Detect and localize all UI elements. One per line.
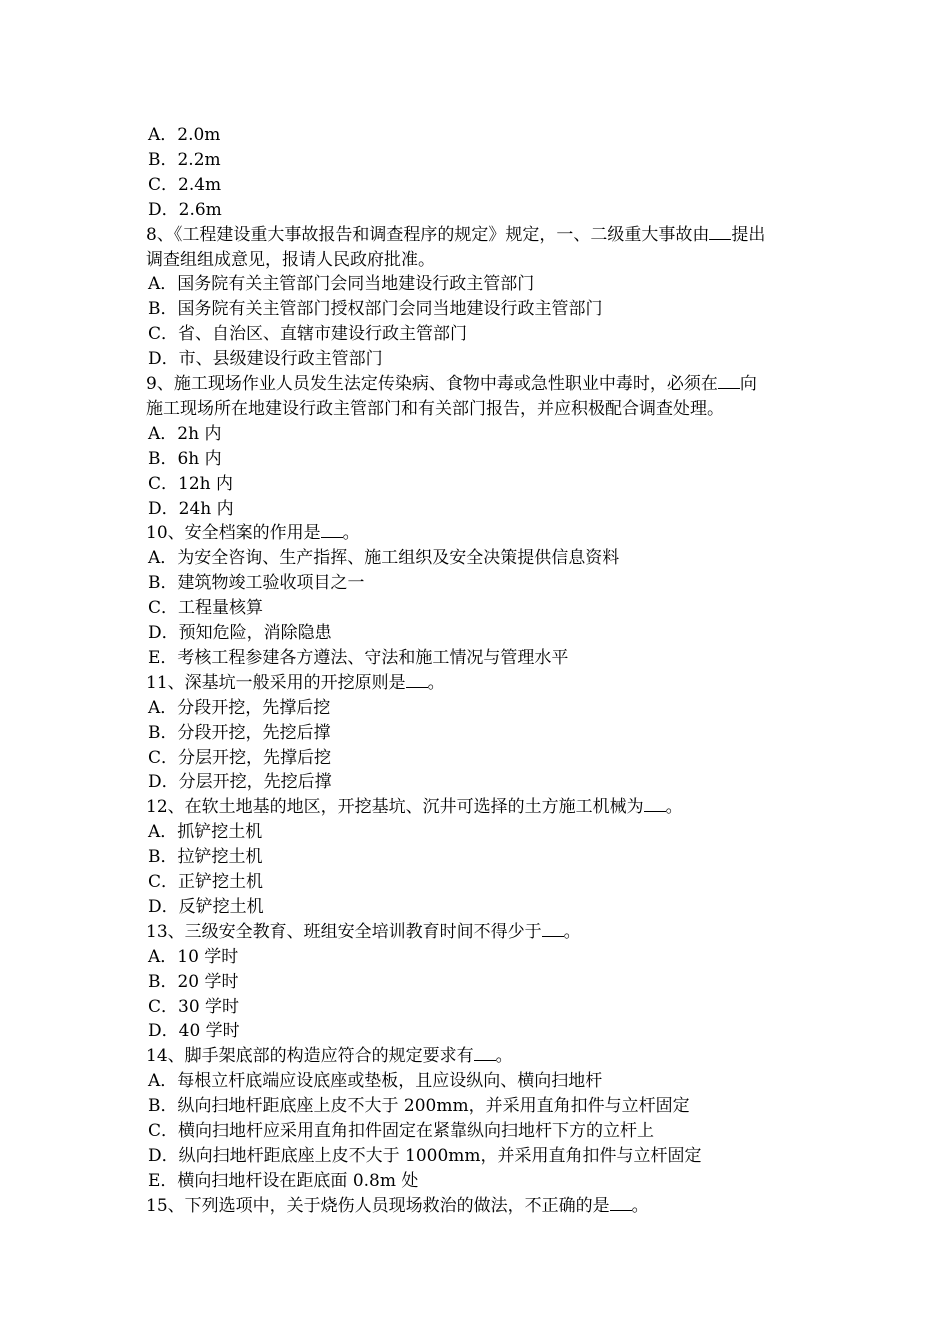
line-text-after-blank: 。 (563, 922, 581, 942)
answer-option (148, 571, 365, 596)
line-text: 13、三级安全教育、班组安全培训教育时间不得少于 (146, 922, 542, 942)
answer-option (148, 447, 222, 472)
line-text: C．正铲挖土机 (148, 872, 264, 892)
line-text: C．省、自治区、直辖市建设行政主管部门 (148, 324, 468, 344)
question-text (146, 372, 757, 397)
line-text: B．建筑物竣工验收项目之一 (148, 573, 365, 593)
line-text-after-blank: 。 (631, 1196, 649, 1216)
answer-option (148, 895, 264, 920)
answer-option (148, 198, 222, 223)
answer-option (148, 646, 568, 671)
line-text: D．24h 内 (148, 499, 234, 519)
answer-option (148, 696, 330, 721)
line-text: 施工现场所在地建设行政主管部门和有关部门报告，并应积极配合调查处理。 (146, 399, 724, 419)
answer-option (148, 721, 331, 746)
line-text: A．2h 内 (148, 424, 222, 444)
line-text: 8、《工程建设重大事故报告和调查程序的规定》规定，一、二级重大事故由 (146, 225, 710, 245)
answer-option (148, 870, 263, 895)
answer-option (148, 970, 239, 995)
line-text-after-blank: 向 (739, 374, 757, 394)
line-text: C．30 学时 (148, 997, 240, 1017)
line-text: A．抓铲挖土机 (148, 822, 263, 842)
answer-option (148, 1019, 240, 1044)
question-text (146, 920, 581, 945)
question-text (146, 795, 683, 820)
answer-blank (474, 1045, 496, 1061)
line-text: C．分层开挖，先撑后挖 (148, 748, 332, 768)
answer-option (148, 173, 221, 198)
answer-option (148, 1069, 602, 1094)
line-text: E．横向扫地杆设在距底面 0.8m 处 (148, 1171, 419, 1191)
line-text: B．2.2m (148, 150, 221, 170)
answer-option (148, 621, 332, 646)
answer-option (148, 1169, 418, 1194)
line-text: C．12h 内 (148, 474, 233, 494)
answer-option (148, 845, 263, 870)
line-text: A．国务院有关主管部门会同当地建设行政主管部门 (148, 274, 535, 294)
line-text: B．6h 内 (148, 449, 222, 469)
question-text (146, 671, 445, 696)
line-text: D．反铲挖土机 (148, 897, 264, 917)
line-text: D．分层开挖，先挖后撑 (148, 772, 332, 792)
answer-option (148, 422, 221, 447)
line-text: 10、安全档案的作用是 (146, 523, 321, 543)
line-text: D．市、县级建设行政主管部门 (148, 349, 383, 369)
line-text-after-blank: 。 (342, 523, 360, 543)
question-text-continuation (146, 248, 435, 273)
answer-blank (542, 921, 564, 937)
answer-option (148, 472, 233, 497)
question-text (146, 521, 360, 546)
question-text (146, 223, 765, 248)
line-text-after-blank: 。 (427, 673, 445, 693)
line-text: C．横向扫地杆应采用直角扣件固定在紧靠纵向扫地杆下方的立杆上 (148, 1121, 655, 1141)
line-text: 11、深基坑一般采用的开挖原则是 (146, 673, 406, 693)
line-text: B．分段开挖，先挖后撑 (148, 723, 331, 743)
line-text: 调查组组成意见，报请人民政府批准。 (146, 250, 435, 270)
line-text: B．纵向扫地杆距底座上皮不大于 200mm，并采用直角扣件与立杆固定 (148, 1096, 690, 1116)
answer-option (148, 148, 221, 173)
line-text: B．拉铲挖土机 (148, 847, 263, 867)
answer-option (148, 1119, 654, 1144)
line-text-after-blank: 。 (665, 797, 683, 817)
line-text-after-blank: 提出 (731, 225, 766, 245)
line-text: E．考核工程参建各方遵法、守法和施工情况与管理水平 (148, 648, 569, 668)
answer-option (148, 770, 332, 795)
line-text-after-blank: 。 (495, 1046, 513, 1066)
line-text: C．2.4m (148, 175, 222, 195)
line-text: 9、施工现场作业人员发生法定传染病、食物中毒或急性职业中毒时，必须在 (146, 374, 718, 394)
line-text: A．分段开挖，先撑后挖 (148, 698, 331, 718)
answer-option (148, 596, 263, 621)
answer-blank (406, 672, 428, 688)
line-text: 14、脚手架底部的构造应符合的规定要求有 (146, 1046, 474, 1066)
line-text: A．10 学时 (148, 947, 239, 967)
line-text: A．每根立杆底端应设底座或垫板，且应设纵向、横向扫地杆 (148, 1071, 603, 1091)
answer-blank (709, 224, 731, 240)
answer-option (148, 347, 383, 372)
line-text: A．为安全咨询、生产指挥、施工组织及安全决策提供信息资料 (148, 548, 620, 568)
question-text-continuation (146, 397, 724, 422)
line-text: 12、在软土地基的地区，开挖基坑、沉井可选择的土方施工机械为 (146, 797, 644, 817)
line-text: D．预知危险，消除隐患 (148, 623, 332, 643)
answer-option (148, 123, 220, 148)
answer-option (148, 322, 467, 347)
question-text (146, 1194, 649, 1219)
answer-option (148, 272, 534, 297)
answer-blank (718, 373, 740, 389)
line-text: A．2.0m (148, 125, 221, 145)
answer-blank (644, 796, 666, 812)
answer-blank (321, 522, 343, 538)
answer-option (148, 1144, 702, 1169)
answer-option (148, 820, 262, 845)
line-text: 15、下列选项中，关于烧伤人员现场救治的做法，不正确的是 (146, 1196, 610, 1216)
answer-option (148, 297, 603, 322)
line-text: D．2.6m (148, 200, 222, 220)
line-text: B．20 学时 (148, 972, 239, 992)
answer-option (148, 945, 238, 970)
answer-option (148, 1094, 690, 1119)
line-text: C．工程量核算 (148, 598, 264, 618)
answer-option (148, 546, 619, 571)
answer-blank (610, 1195, 632, 1211)
answer-option (148, 746, 331, 771)
line-text: D．40 学时 (148, 1021, 240, 1041)
question-text (146, 1044, 513, 1069)
answer-option (148, 995, 239, 1020)
line-text: B．国务院有关主管部门授权部门会同当地建设行政主管部门 (148, 299, 603, 319)
answer-option (148, 497, 234, 522)
line-text: D．纵向扫地杆距底座上皮不大于 1000mm，并采用直角扣件与立杆固定 (148, 1146, 702, 1166)
